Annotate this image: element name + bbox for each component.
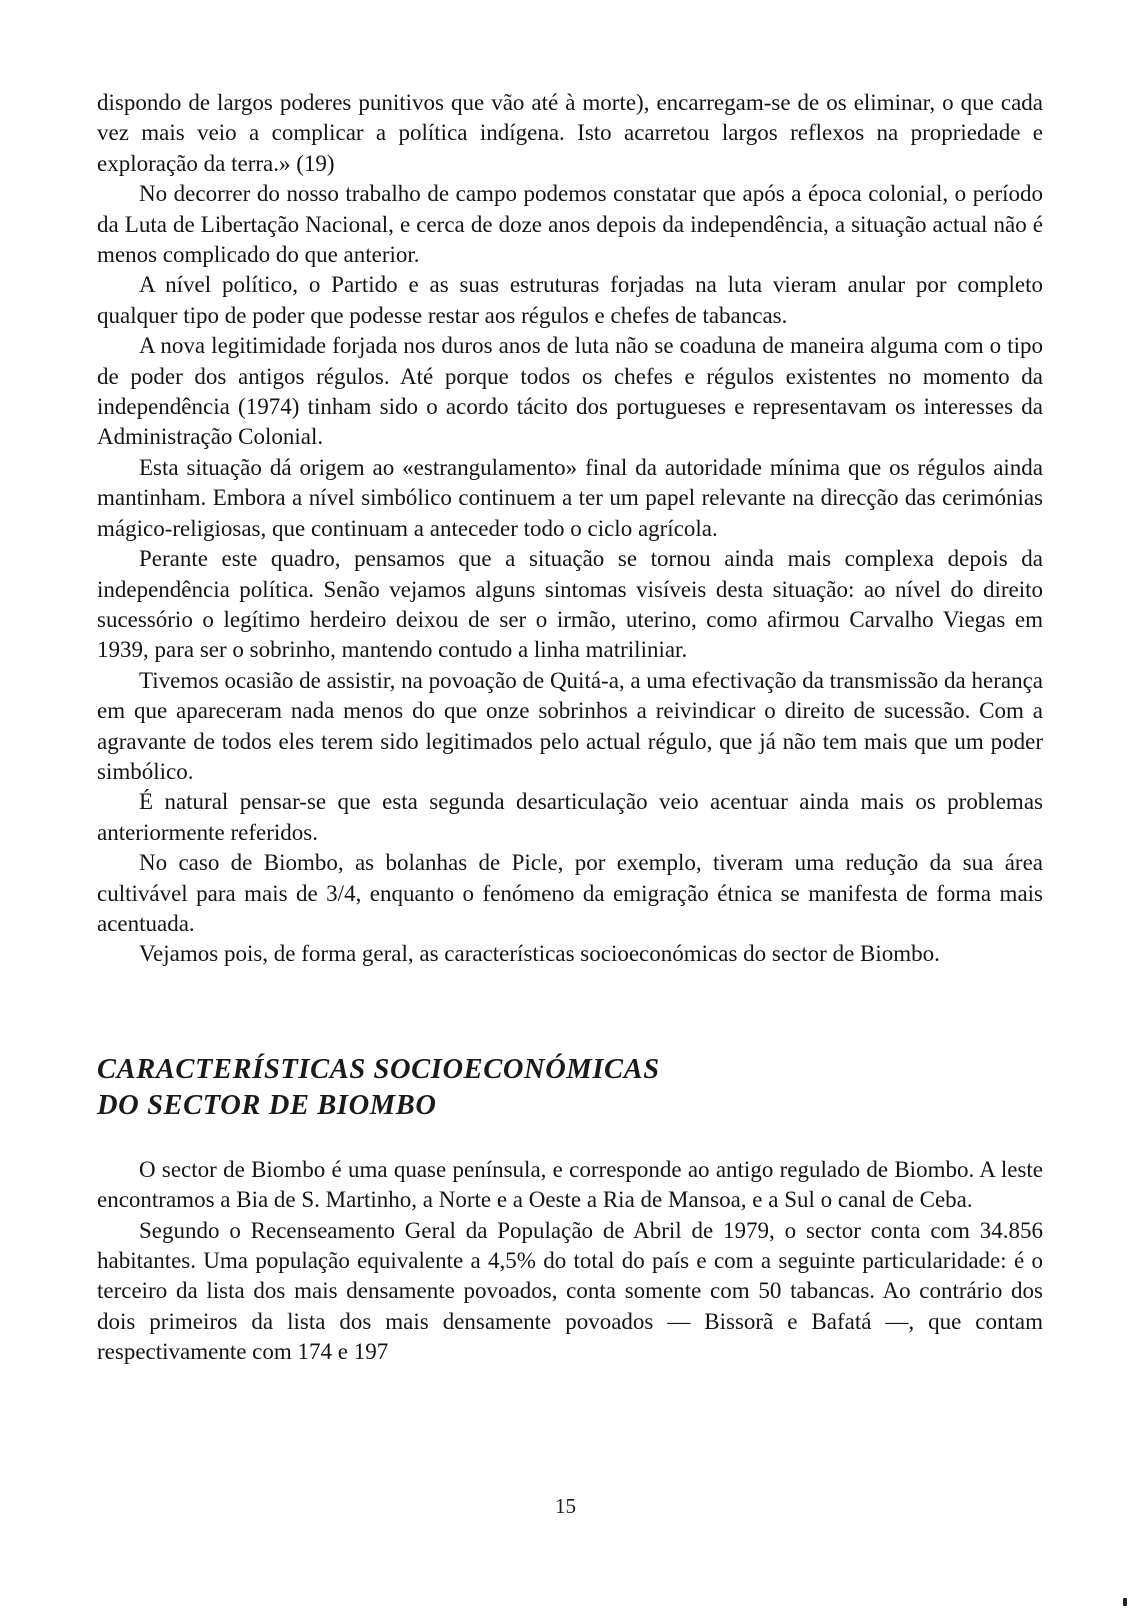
section-heading-line-1: CARACTERÍSTICAS SOCIOECONÓMICAS <box>97 1053 660 1085</box>
section-body <box>97 1155 1043 1368</box>
paragraph: Perante este quadro, pensamos que a situação se tornou ainda mais complexa depois da independência política. Senão vejamos alguns sintomas visíveis desta situação: ao nível do direito sucessório o legítimo herdeiro deixou de ser o irmão, uterino, como afirmou Carvalho Viegas em 1939, para ser o sobrinho, mantendo contudo a linha matriliniar. <box>97 546 1043 663</box>
page-number: 15 <box>555 1494 576 1518</box>
paragraph-continuation: dispondo de largos poderes punitivos que vão até à morte), encarregam-se de os eliminar, o que cada vez mais veio a complicar a política indígena. Isto acarretou largos reflexos na propriedade e exploração da terra.» (19) <box>97 90 1043 176</box>
paragraph: É natural pensar-se que esta segunda desarticulação veio acentuar ainda mais os problemas anteriormente referidos. <box>97 789 1043 845</box>
paragraph: A nova legitimidade forjada nos duros anos de luta não se coaduna de maneira alguma com o tipo de poder dos antigos régulos. Até porque todos os chefes e régulos existentes no momento da independência (1974) tinham sido o acordo tácito dos portugueses e representavam os interesses da Administração Colonial. <box>97 333 1043 450</box>
paragraph: Tivemos ocasião de assistir, na povoação de Quitá-a, a uma efectivação da transmissão da herança em que apareceram nada menos do que onze sobrinhos a reivindicar o direito de sucessão. Com a agravante de todos eles terem sido legitimados pelo actual régulo, que já não tem mais que um poder simbólico. <box>97 667 1043 784</box>
paragraph: Esta situação dá origem ao «estrangulamento» final da autoridade mínima que os régulos ainda mantinham. Embora a nível simbólico continuem a ter um papel relevante na direcção das cerimónias mágico-religiosas, que continuam a anteceder todo o ciclo agrícola. <box>97 454 1043 541</box>
section-paragraph: O sector de Biombo é uma quase península, e corresponde ao antigo regulado de Biombo. A leste encontramos a Bia de S. Martinho, a Norte e a Oeste a Ria de Mansoa, e a Sul o canal de Ceba. <box>97 1156 1043 1213</box>
scan-edge-mark <box>1123 1598 1127 1606</box>
paragraph: A nível político, o Partido e as suas estruturas forjadas na luta vieram anular por completo qualquer tipo de poder que podesse restar aos régulos e chefes de tabancas. <box>97 272 1043 328</box>
page-content <box>97 88 1043 1368</box>
paragraph: No decorrer do nosso trabalho de campo podemos constatar que após a época colonial, o período da Luta de Libertação Nacional, e cerca de doze anos depois da independência, a situação actual não é menos complicado do que anterior. <box>97 181 1043 268</box>
section-heading <box>97 1052 1043 1124</box>
section-heading-line-2: DO SECTOR DE BIOMBO <box>97 1089 437 1121</box>
paragraph: No caso de Biombo, as bolanhas de Picle, por exemplo, tiveram uma redução da sua área cultivável para mais de 3/4, enquanto o fenómeno da emigração étnica se manifesta de forma mais acentuada. <box>97 850 1043 936</box>
section-paragraph: Segundo o Recenseamento Geral da População de Abril de 1979, o sector conta com 34.856 habitantes. Uma população equivalente a 4,5% do total do país e com a seguinte particularidade: é o terceiro da lista dos mais densamente povoados, conta somente com 50 tabancas. Ao contrário dos dois primeiros da lista dos mais densamente povoados — Bissorã e Bafatá —, que contam respectivamente com 174 e 197 <box>97 1217 1043 1365</box>
paragraph: Vejamos pois, de forma geral, as características socioeconómicas do sector de Biombo. <box>139 941 940 967</box>
